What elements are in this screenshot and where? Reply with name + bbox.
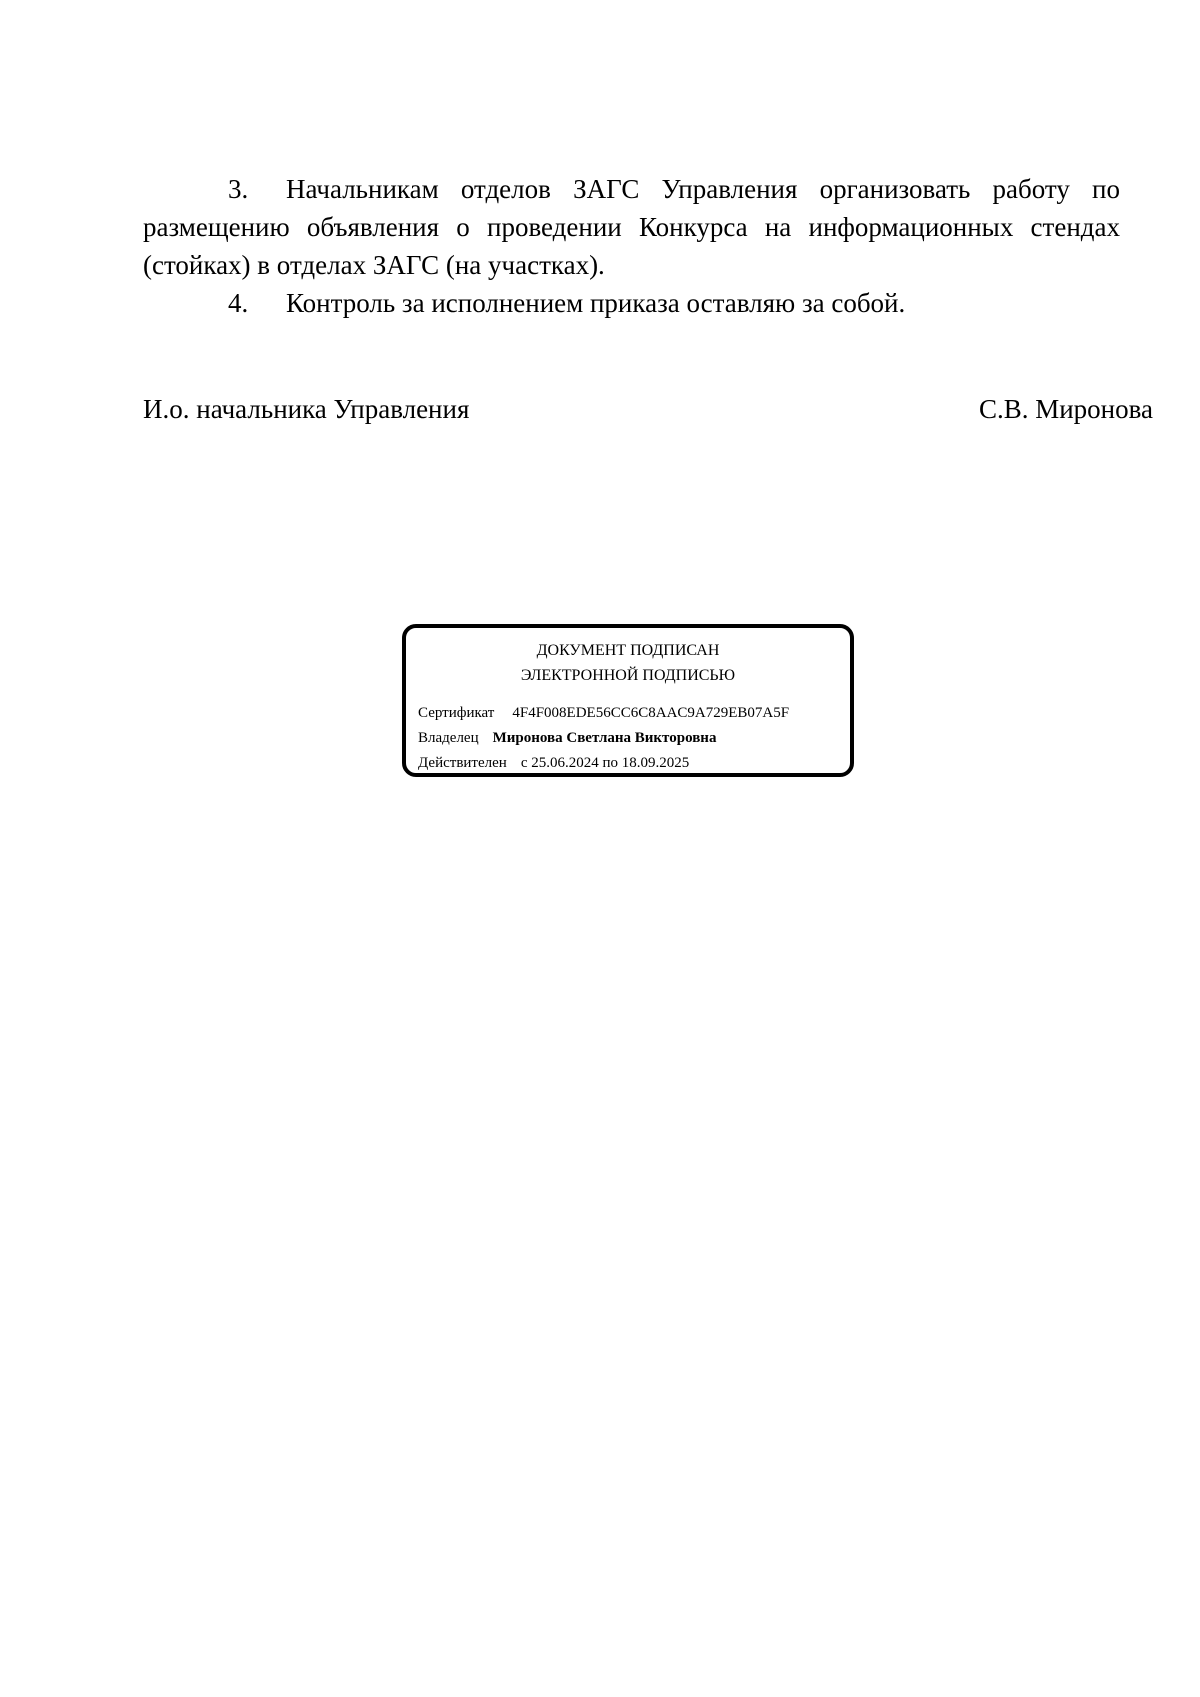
paragraph-number: 4.: [228, 288, 249, 318]
paragraph-text: Контроль за исполнением приказа оставляю за собой.: [286, 288, 906, 318]
paragraph-text: Начальникам отделов ЗАГС Управления организовать работу по размещению объявления о проведении Конкурса на информационных стендах (стойках) в отделах ЗАГС (на участках).: [143, 174, 1120, 280]
validity-value: с 25.06.2024 по 18.09.2025: [520, 755, 690, 771]
paragraph-4: [143, 284, 1120, 322]
signatory-position: И.о. начальника Управления: [143, 394, 470, 424]
validity-label: Действителен: [418, 755, 507, 771]
certificate-value: 4F4F008EDE56CC6C8AAC9A729EB07A5F: [512, 705, 790, 721]
electronic-signature-stamp: [402, 624, 854, 777]
signatory-name: С.В. Миронова: [978, 394, 1153, 424]
stamp-title-line: ЭЛЕКТРОННОЙ ПОДПИСЬЮ: [520, 667, 736, 684]
owner-label: Владелец: [418, 730, 479, 746]
stamp-validity-row: [418, 754, 689, 772]
stamp-title: [406, 638, 850, 688]
stamp-certificate-row: [418, 704, 789, 722]
paragraph-number: 3.: [228, 174, 249, 204]
signature-block: [143, 390, 1153, 428]
paragraph-3: [143, 170, 1120, 284]
stamp-title-line: ДОКУМЕНТ ПОДПИСАН: [536, 642, 720, 659]
stamp-owner-row: [418, 729, 716, 747]
document-body: [143, 170, 1120, 322]
certificate-label: Сертификат: [418, 705, 495, 721]
owner-value: Миронова Светлана Викторовна: [492, 730, 717, 746]
